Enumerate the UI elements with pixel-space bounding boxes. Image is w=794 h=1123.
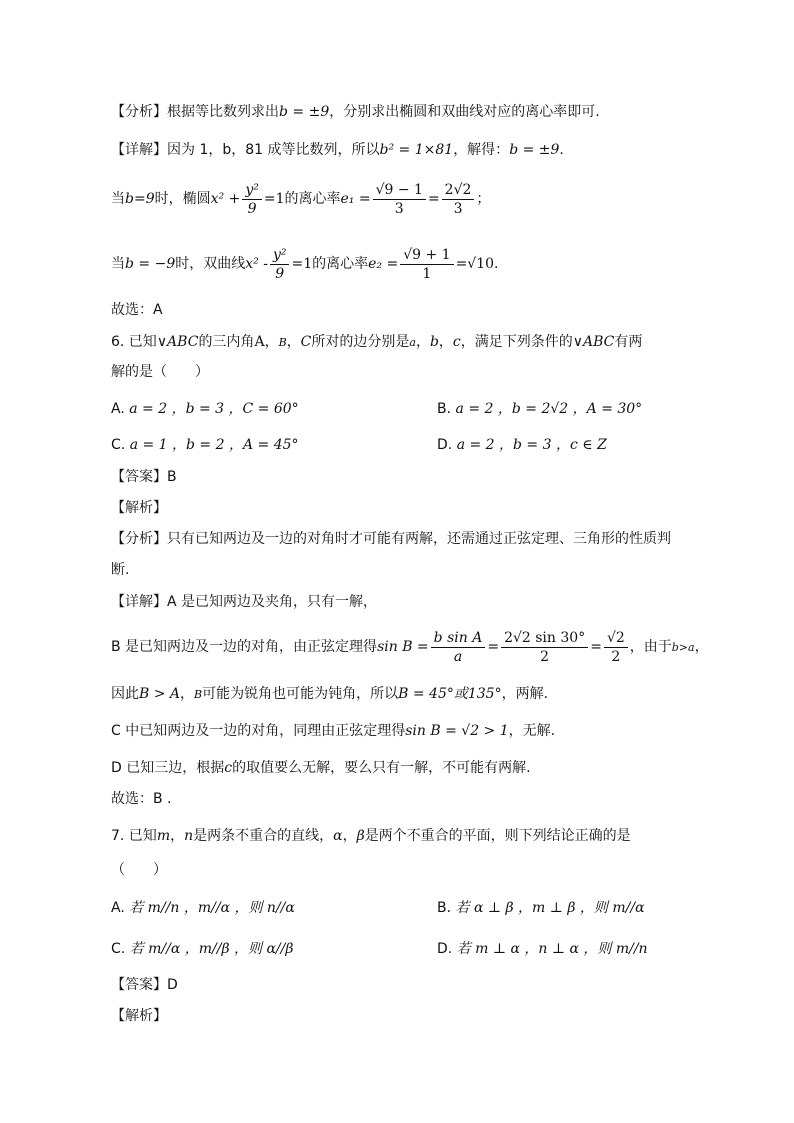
question-7-stem-line2: （ ） — [111, 862, 167, 878]
hyperbola-eccentricity-line: 当b = −9时，双曲线x² - $\frac{\text{y²}}{9}$ =1的离心率e₂ = $\frac{√9 + 1}{1}$ =√10. — [111, 246, 499, 282]
fraction: $\frac{\text{y²}}{9}$ — [242, 181, 262, 218]
question-7-option-a: A. 若 m//n ，m//α ，则 n//α — [111, 900, 295, 916]
question-6-answer: 【答案】B — [111, 469, 177, 485]
question-6-analysis-label: 【解析】 — [111, 500, 167, 516]
analysis-label: 【分析】 — [111, 531, 167, 547]
question-6-option-d: D. a = 2 ，b = 3 ，c ∈ Z — [437, 437, 607, 453]
question-7-option-d: D. 若 m ⊥ α ，n ⊥ α ，则 m//n — [437, 941, 648, 957]
fraction: $\frac{√2}{2}$ — [604, 629, 628, 666]
fraction: $\frac{√9 - 1}{3}$ — [373, 181, 426, 218]
fraction: $\frac{2√2}{3}$ — [442, 181, 475, 218]
question-6-analysis: 【分析】只有已知两边及一边的对角时才可能有两解，还需通过正弦定理、三角形的性质判 — [111, 531, 671, 547]
question-6-option-b: B. a = 2 ，b = 2√2 ，A = 30° — [437, 401, 643, 417]
fraction: $\frac{\text{y²}}{9}$ — [270, 246, 290, 283]
question-7-analysis-label: 【解析】 — [111, 1008, 167, 1024]
question-6-detail-c: 因此B > A，B可能为锐角也可能为钝角，所以B = 45°或135°，两解. — [111, 686, 549, 702]
answer-label: 【答案】 — [111, 469, 167, 485]
question-6-detail-e: D 已知三边，根据c的取值要么无解，要么只有一解，不可能有两解. — [111, 760, 531, 776]
detail-paragraph-1: 【详解】因为 1，b，81 成等比数列，所以b² = 1×81，解得：b = ±9. — [111, 142, 564, 158]
question-6-detail-b: B 是已知两边及一边的对角，由正弦定理得sin B = $\frac{\text{b sin A}}{a}$ = $\frac{2√2 \sin 30^\circ}{2}$ = $\frac{√2}{2}$ ，由于b>a， — [111, 629, 709, 665]
detail-label: 【详解】 — [111, 594, 167, 610]
fraction: $\frac{√9 + 1}{1}$ — [400, 246, 453, 283]
fraction: $\frac{2√2 \sin 30^\circ}{2}$ — [501, 629, 588, 666]
question-6-detail-a: 【详解】A 是已知两边及夹角，只有一解， — [111, 594, 378, 610]
question-7-stem: 7. 已知m，n是两条不重合的直线，α，β是两个不重合的平面，则下列结论正确的是 — [111, 828, 631, 844]
question-6-option-c: C. a = 1 ，b = 2 ，A = 45° — [111, 437, 299, 453]
answer-label: 【答案】 — [111, 977, 167, 993]
question-6-analysis-line2: 断. — [111, 562, 130, 578]
choice-line: 故选：A — [111, 302, 163, 318]
question-6-stem: 6. 已知∨ABC的三内角A，B，C所对的边分别是a，b，c，满足下列条件的∨ABC有两 — [111, 334, 643, 350]
question-7-answer: 【答案】D — [111, 977, 178, 993]
fraction: $\frac{\text{b sin A}}{a}$ — [431, 629, 486, 666]
ellipse-eccentricity-line: 当b=9时，椭圆x² + $\frac{\text{y²}}{9}$ =1的离心率e₁ = $\frac{√9 - 1}{3}$ = $\frac{2√2}{3}$ ； — [111, 181, 491, 217]
question-6-option-a: A. a = 2 ，b = 3 ，C = 60° — [111, 401, 299, 417]
detail-label: 【详解】 — [111, 142, 167, 158]
analysis-label: 【分析】 — [111, 104, 167, 120]
question-7-option-c: C. 若 m//α ，m//β ，则 α//β — [111, 941, 294, 957]
question-6-detail-d: C 中已知两边及一边的对角，同理由正弦定理得sin B = √2 > 1，无解. — [111, 723, 556, 739]
question-7-option-b: B. 若 α ⊥ β ，m ⊥ β ，则 m//α — [437, 900, 645, 916]
question-6-stem-line2: 解的是（ ） — [111, 364, 209, 380]
analysis-paragraph-1: 【分析】根据等比数列求出b = ±9，分别求出椭圆和双曲线对应的离心率即可. — [111, 104, 600, 120]
question-6-choice: 故选：B . — [111, 791, 172, 807]
